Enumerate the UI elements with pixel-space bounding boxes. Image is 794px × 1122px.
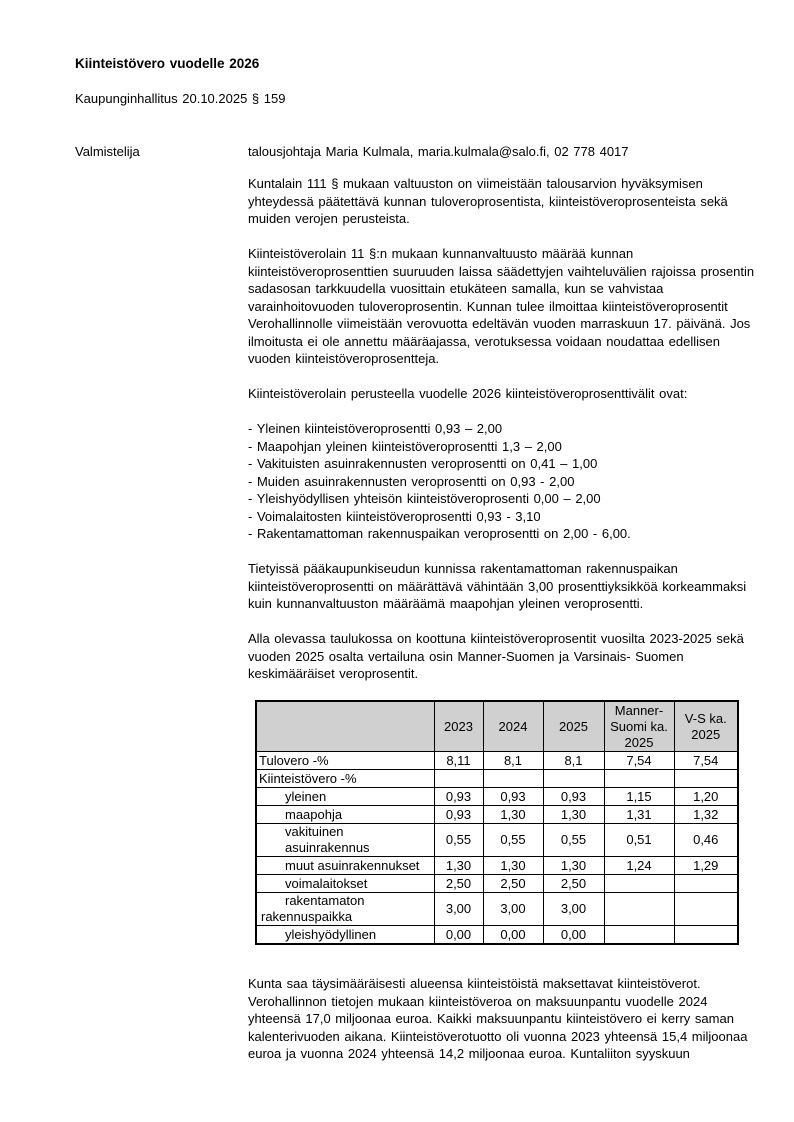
table-cell: 3,00	[434, 893, 483, 926]
paragraphs-mid	[248, 560, 764, 683]
body-column	[248, 175, 764, 1063]
table-cell: 1,30	[543, 806, 604, 824]
table-cell: 8,11	[434, 752, 483, 770]
table-cell	[674, 770, 738, 788]
table-cell: 1,30	[543, 857, 604, 875]
table-cell	[674, 875, 738, 893]
table-cell: 1,30	[483, 806, 543, 824]
table-cell: 1,31	[604, 806, 674, 824]
table-cell: 0,00	[483, 926, 543, 945]
preparer-label: Valmistelija	[75, 143, 140, 159]
table-row-label: yleishyödyllinen	[256, 926, 434, 945]
paragraph: Kiinteistöverolain 11 §:n mukaan kunnanvaltuusto määrää kunnan kiinteistöveroprosenttien suuruuden laissa säädettyjen vaihteluvälien rajoissa prosentin sadasosan tarkkuudella vuosittain etukäteen samalla, kun se vahvistaa varainhoitovuoden tuloveroprosentin. Kunnan tulee ilmoittaa kiinteistöveroprosentit Verohallinnolle viimeistään verovuotta edeltävän vuoden marraskuun 17. päivänä. Jos ilmoitusta ei ole annettu määräajassa, verotuksessa voidaan noudattaa edellisen vuoden kiinteistöveroprosentteja.	[248, 246, 755, 366]
table-body	[256, 752, 738, 945]
paragraph: Kuntalain 111 § mukaan valtuuston on viimeistään talousarvion hyväksymisen yhteydessä päätettävä kunnan tuloveroprosentista, kiinteistöveroprosenteista sekä muiden verojen perusteista.	[248, 176, 728, 226]
table-row-label: Tulovero -%	[256, 752, 434, 770]
preparer-value: talousjohtaja Maria Kulmala, maria.kulmala@salo.fi, 02 778 4017	[248, 143, 629, 159]
table-cell: 2,50	[543, 875, 604, 893]
table-row	[256, 824, 738, 857]
table-row	[256, 926, 738, 945]
table-cell	[483, 770, 543, 788]
table-cell	[543, 770, 604, 788]
table-row	[256, 752, 738, 770]
tax-rate-table	[255, 700, 739, 945]
table-cell: 2,50	[434, 875, 483, 893]
table-cell: 1,20	[674, 788, 738, 806]
table-cell: 0,46	[674, 824, 738, 857]
table-cell: 1,32	[674, 806, 738, 824]
table-header-cell	[256, 701, 434, 752]
table-cell: 7,54	[674, 752, 738, 770]
table-cell	[674, 926, 738, 945]
table-row-label: vakituinen asuinrakennus	[256, 824, 434, 857]
table-header-cell: Manner-Suomi ka. 2025	[604, 701, 674, 752]
table-cell: 3,00	[483, 893, 543, 926]
table-header-row	[256, 701, 738, 752]
table-cell: 8,1	[543, 752, 604, 770]
table-row	[256, 806, 738, 824]
table-cell	[604, 875, 674, 893]
table-cell	[674, 893, 738, 926]
paragraph: Alla olevassa taulukossa on koottuna kiinteistöveroprosentit vuosilta 2023-2025 sekä vuoden 2025 osalta vertailuna osin Manner-Suomen ja Varsinais- Suomen keskimääräiset veroprosentit.	[248, 631, 744, 681]
table-cell	[604, 926, 674, 945]
table-row-label: muut asuinrakennukset	[256, 857, 434, 875]
table-row-label: voimalaitokset	[256, 875, 434, 893]
rate-range-item: - Maapohjan yleinen kiinteistöveroprosentti 1,3 – 2,00	[248, 438, 562, 454]
rate-range-item: - Rakentamattoman rakennuspaikan veroprosentti on 2,00 - 6,00.	[248, 526, 631, 541]
table-cell	[604, 893, 674, 926]
table-cell: 7,54	[604, 752, 674, 770]
table-row-label: maapohja	[256, 806, 434, 824]
table-cell: 0,00	[434, 926, 483, 945]
paragraphs-top	[248, 175, 764, 403]
rate-range-item: - Muiden asuinrakennusten veroprosentti on 0,93 - 2,00	[248, 473, 575, 489]
table-cell: 0,93	[543, 788, 604, 806]
table-cell: 0,55	[543, 824, 604, 857]
table-cell: 0,55	[483, 824, 543, 857]
rate-range-item: - Yleishyödyllisen yhteisön kiinteistöveroprosenti 0,00 – 2,00	[248, 491, 601, 506]
rate-range-item: - Voimalaitosten kiinteistöveroprosentti 0,93 - 3,10	[248, 508, 541, 524]
table-row	[256, 875, 738, 893]
table-cell: 0,00	[543, 926, 604, 945]
table-cell: 1,30	[483, 857, 543, 875]
paragraph: Kunta saa täysimääräisesti alueensa kiinteistöistä maksettavat kiinteistöverot. Verohallinnon tietojen mukaan kiinteistöveroa on maksuunpantu vuodelle 2024 yhteensä 17,0 miljoonaa euroa. Kaikki maksuunpantu kiinteistövero ei kerry saman kalenterivuoden aikana. Kiinteistöverotuotto oli vuonna 2023 yhteensä 15,4 miljoonaa euroa ja vuonna 2024 yhteensä 14,2 miljoonaa euroa. Kuntaliiton syyskuun	[248, 976, 748, 1061]
table-row	[256, 893, 738, 926]
table-cell	[604, 770, 674, 788]
table-cell: 0,51	[604, 824, 674, 857]
board-decision-line: Kaupunginhallitus 20.10.2025 § 159	[75, 91, 286, 106]
rate-range-list	[248, 420, 764, 543]
document-title: Kiinteistövero vuodelle 2026	[75, 56, 260, 71]
paragraph: Kiinteistöverolain perusteella vuodelle 2026 kiinteistöveroprosenttivälit ovat:	[248, 386, 688, 401]
paragraphs-bottom	[248, 975, 764, 1063]
table-cell: 0,55	[434, 824, 483, 857]
table-cell: 8,1	[483, 752, 543, 770]
table-cell: 3,00	[543, 893, 604, 926]
table-cell: 0,93	[434, 788, 483, 806]
table-cell: 1,30	[434, 857, 483, 875]
table-header-cell: 2024	[483, 701, 543, 752]
table-header-cell: 2025	[543, 701, 604, 752]
table-cell: 1,29	[674, 857, 738, 875]
table-cell: 1,24	[604, 857, 674, 875]
table-header-cell: V-S ka. 2025	[674, 701, 738, 752]
table-row	[256, 770, 738, 788]
table-cell: 0,93	[483, 788, 543, 806]
table-cell: 0,93	[434, 806, 483, 824]
table-row	[256, 857, 738, 875]
table-header-cell: 2023	[434, 701, 483, 752]
preparer-row	[75, 143, 760, 161]
table-row-label: Kiinteistövero -%	[256, 770, 434, 788]
rate-range-item: - Yleinen kiinteistöveroprosentti 0,93 – 2,00	[248, 421, 503, 436]
table-row	[256, 788, 738, 806]
table-row-label: rakentamaton rakennuspaikka	[256, 893, 434, 926]
table-head	[256, 701, 738, 752]
paragraph: Tietyissä pääkaupunkiseudun kunnissa rakentamattoman rakennuspaikan kiinteistöveroprosentti on määrättävä vähintään 3,00 prosenttiyksikköä korkeammaksi kuin kunnanvaltuuston määräämä maapohjan yleinen veroprosentti.	[248, 561, 747, 611]
table-cell: 1,15	[604, 788, 674, 806]
table-cell: 2,50	[483, 875, 543, 893]
table-cell	[434, 770, 483, 788]
table-row-label: yleinen	[256, 788, 434, 806]
rate-range-item: - Vakituisten asuinrakennusten veroprosentti on 0,41 – 1,00	[248, 456, 598, 471]
